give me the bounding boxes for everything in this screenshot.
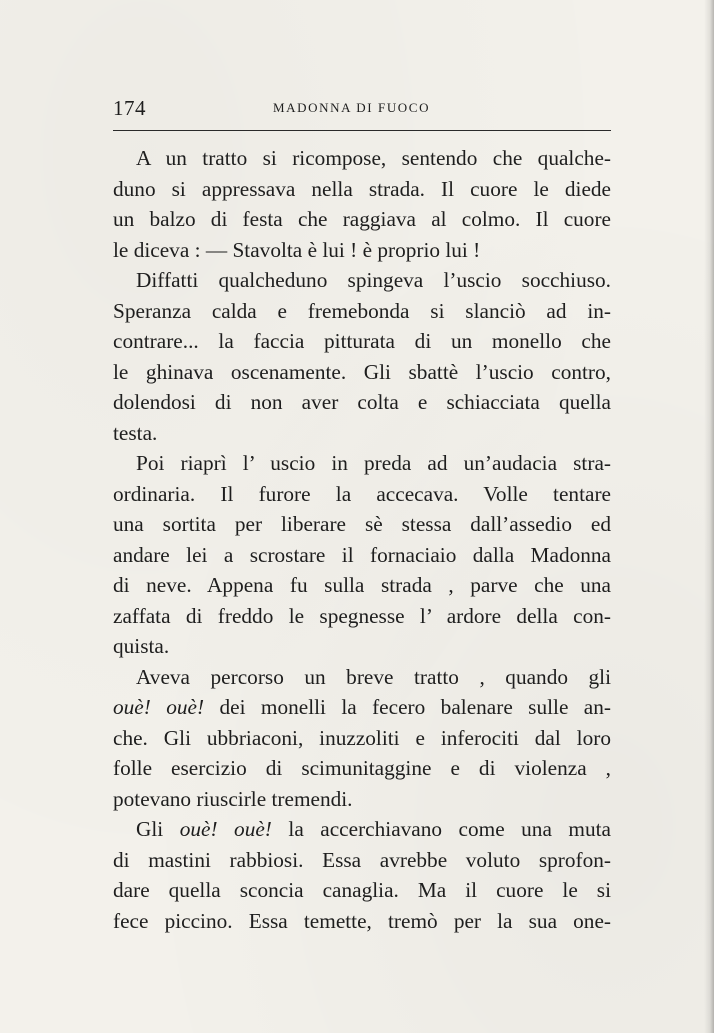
text-line: che. Gli ubbriaconi, inuzzoliti e inferociti dal loro	[113, 725, 611, 750]
italic-exclamation: ouè! ouè!	[179, 817, 272, 841]
text-line: un balzo di festa che raggiava al colmo. Il cuore	[113, 207, 611, 231]
text-line: di neve. Appena fu sulla strada , parve che una	[113, 573, 611, 597]
text-line: Poi riaprì l’ uscio in preda ad un’audacia stra-	[136, 451, 611, 475]
text-line: dare quella sconcia canaglia. Ma il cuore le si	[113, 878, 611, 902]
text-line: duno si appressava nella strada. Il cuore le diede	[113, 176, 611, 201]
page-edge-shadow	[704, 0, 714, 1033]
running-title: MADONNA DI FUOCO	[273, 100, 431, 115]
text-line: Speranza calda e fremebonda si slanciò ad in-	[113, 298, 611, 323]
text-line: le ghinava oscenamente. Gli sbattè l’uscio contro,	[113, 359, 611, 384]
text-fragment: dei monelli la fecero balenare sulle an-	[204, 695, 611, 719]
text-line: quista.	[113, 634, 170, 658]
text-line: fece piccino. Essa temette, tremò per la sua one-	[113, 908, 611, 933]
text-line	[113, 814, 611, 845]
text-line: ordinaria. Il furore la accecava. Volle tentare	[113, 481, 611, 506]
text-line	[113, 692, 611, 723]
text-line: andare lei a scrostare il fornaciaio dalla Madonna	[113, 542, 611, 567]
header-rule	[113, 130, 611, 131]
text-line: A un tratto si ricompose, sentendo che qualche-	[136, 146, 611, 170]
text-line: dolendosi di non aver colta e schiacciata quella	[113, 390, 611, 414]
text-line: Diffatti qualcheduno spingeva l’uscio socchiuso.	[136, 268, 611, 292]
text-line: zaffata di freddo le spegnesse l’ ardore della con-	[113, 603, 611, 628]
text-line: testa.	[113, 420, 158, 445]
text-line: contrare... la faccia pitturata di un monello che	[113, 329, 611, 353]
text-line: Aveva percorso un breve tratto , quando gli	[136, 664, 611, 689]
text-line: di mastini rabbiosi. Essa avrebbe voluto sprofon-	[113, 847, 611, 872]
text-fragment: la accerchiavano come una muta	[271, 817, 611, 841]
body-text	[113, 143, 611, 936]
text-fragment: Gli	[136, 817, 180, 841]
text-line: folle esercizio di scimunitaggine e di violenza ,	[113, 756, 611, 780]
page-header	[113, 96, 611, 122]
italic-exclamation: ouè! ouè!	[113, 695, 205, 719]
text-line: una sortita per liberare sè stessa dall’assedio ed	[113, 512, 611, 536]
text-line: le diceva : — Stavolta è lui ! è proprio lui !	[113, 237, 481, 262]
page-number: 174	[113, 96, 146, 120]
text-line: potevano riuscirle tremendi.	[113, 786, 353, 811]
